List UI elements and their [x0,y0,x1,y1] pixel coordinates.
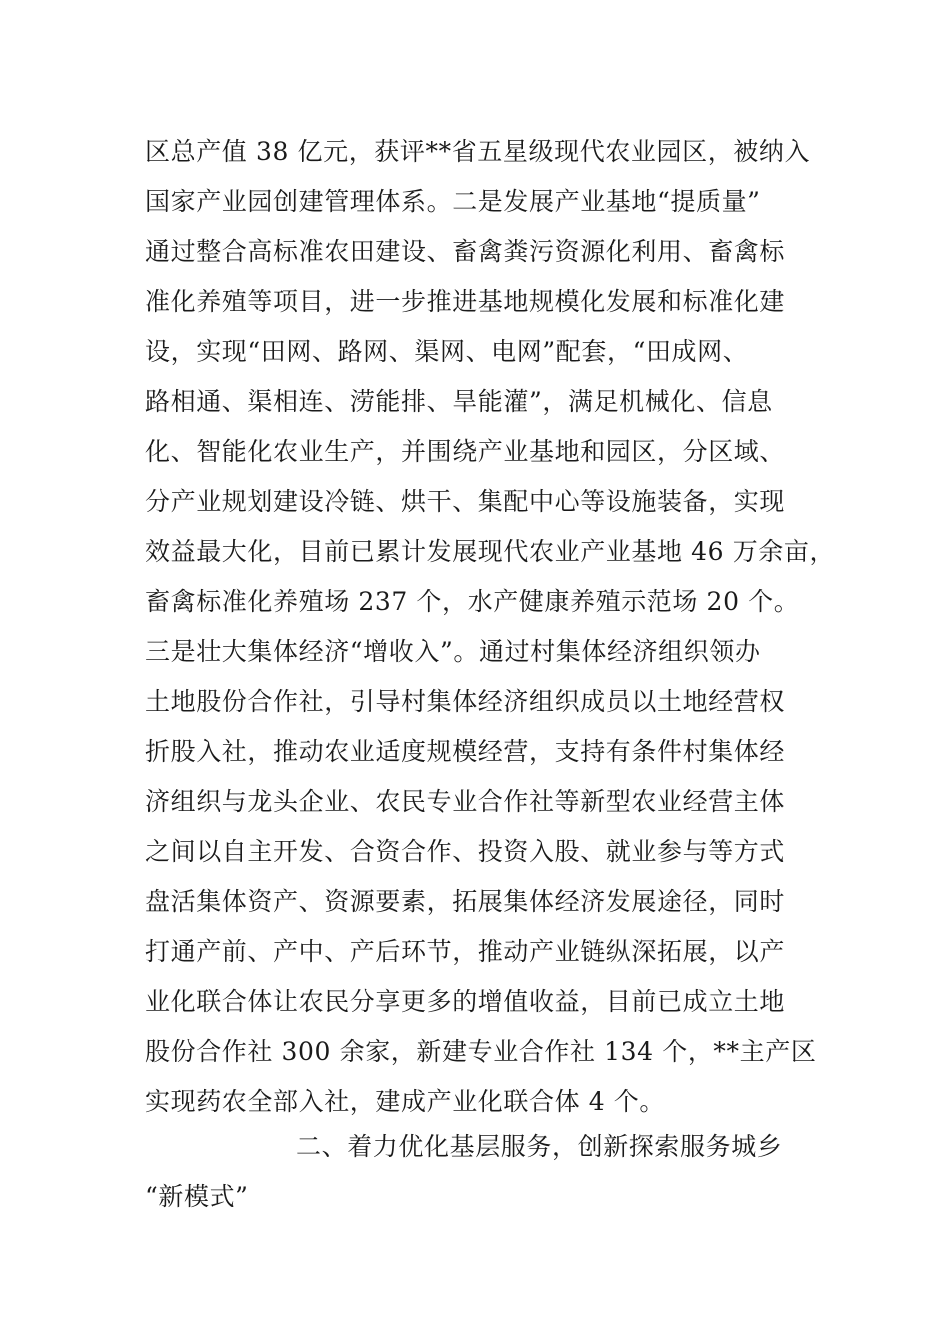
body-line-15: 之间以自主开发、合资合作、投资入股、就业参与等方式 [145,837,786,866]
body-line-1: 区总产值 38 亿元，获评**省五星级现代农业园区，被纳入 [145,137,811,166]
body-line-11: 三是壮大集体经济“增收入”。通过村集体经济组织领办 [145,637,761,666]
body-line-2: 国家产业园创建管理体系。二是发展产业基地“提质量” [145,187,761,216]
body-line-8: 分产业规划建设冷链、烘干、集配中心等设施装备，实现 [145,487,786,516]
body-line-9: 效益最大化，目前已累计发展现代农业产业基地 46 万余亩， [145,537,836,566]
body-line-12: 土地股份合作社，引导村集体经济组织成员以土地经营权 [145,687,786,716]
body-line-7: 化、智能化农业生产，并围绕产业基地和园区，分区域、 [145,437,786,466]
body-line-20: 实现药农全部入社，建成产业化联合体 4 个。 [145,1087,666,1116]
section-heading-line-1: 二、着力优化基层服务，创新探索服务城乡 [296,1132,783,1161]
body-line-14: 济组织与龙头企业、农民专业合作社等新型农业经营主体 [145,787,786,816]
body-line-17: 打通产前、产中、产后环节，推动产业链纵深拓展，以产 [145,937,786,966]
body-line-4: 准化养殖等项目，进一步推进基地规模化发展和标准化建 [145,287,786,316]
body-line-6: 路相通、渠相连、涝能排、旱能灌”，满足机械化、信息 [145,387,773,416]
body-line-5: 设，实现“田网、路网、渠网、电网”配套，“田成网、 [145,337,749,366]
body-line-16: 盘活集体资产、资源要素，拓展集体经济发展途径，同时 [145,887,786,916]
body-line-3: 通过整合高标准农田建设、畜禽粪污资源化利用、畜禽标 [145,237,786,266]
body-line-10: 畜禽标准化养殖场 237 个，水产健康养殖示范场 20 个。 [145,587,800,616]
body-line-19: 股份合作社 300 余家，新建专业合作社 134 个，**主产区 [145,1037,817,1066]
section-heading-line-2: “新模式” [145,1182,249,1211]
body-line-18: 业化联合体让农民分享更多的增值收益，目前已成立土地 [145,987,786,1016]
body-line-13: 折股入社，推动农业适度规模经营，支持有条件村集体经 [145,737,786,766]
